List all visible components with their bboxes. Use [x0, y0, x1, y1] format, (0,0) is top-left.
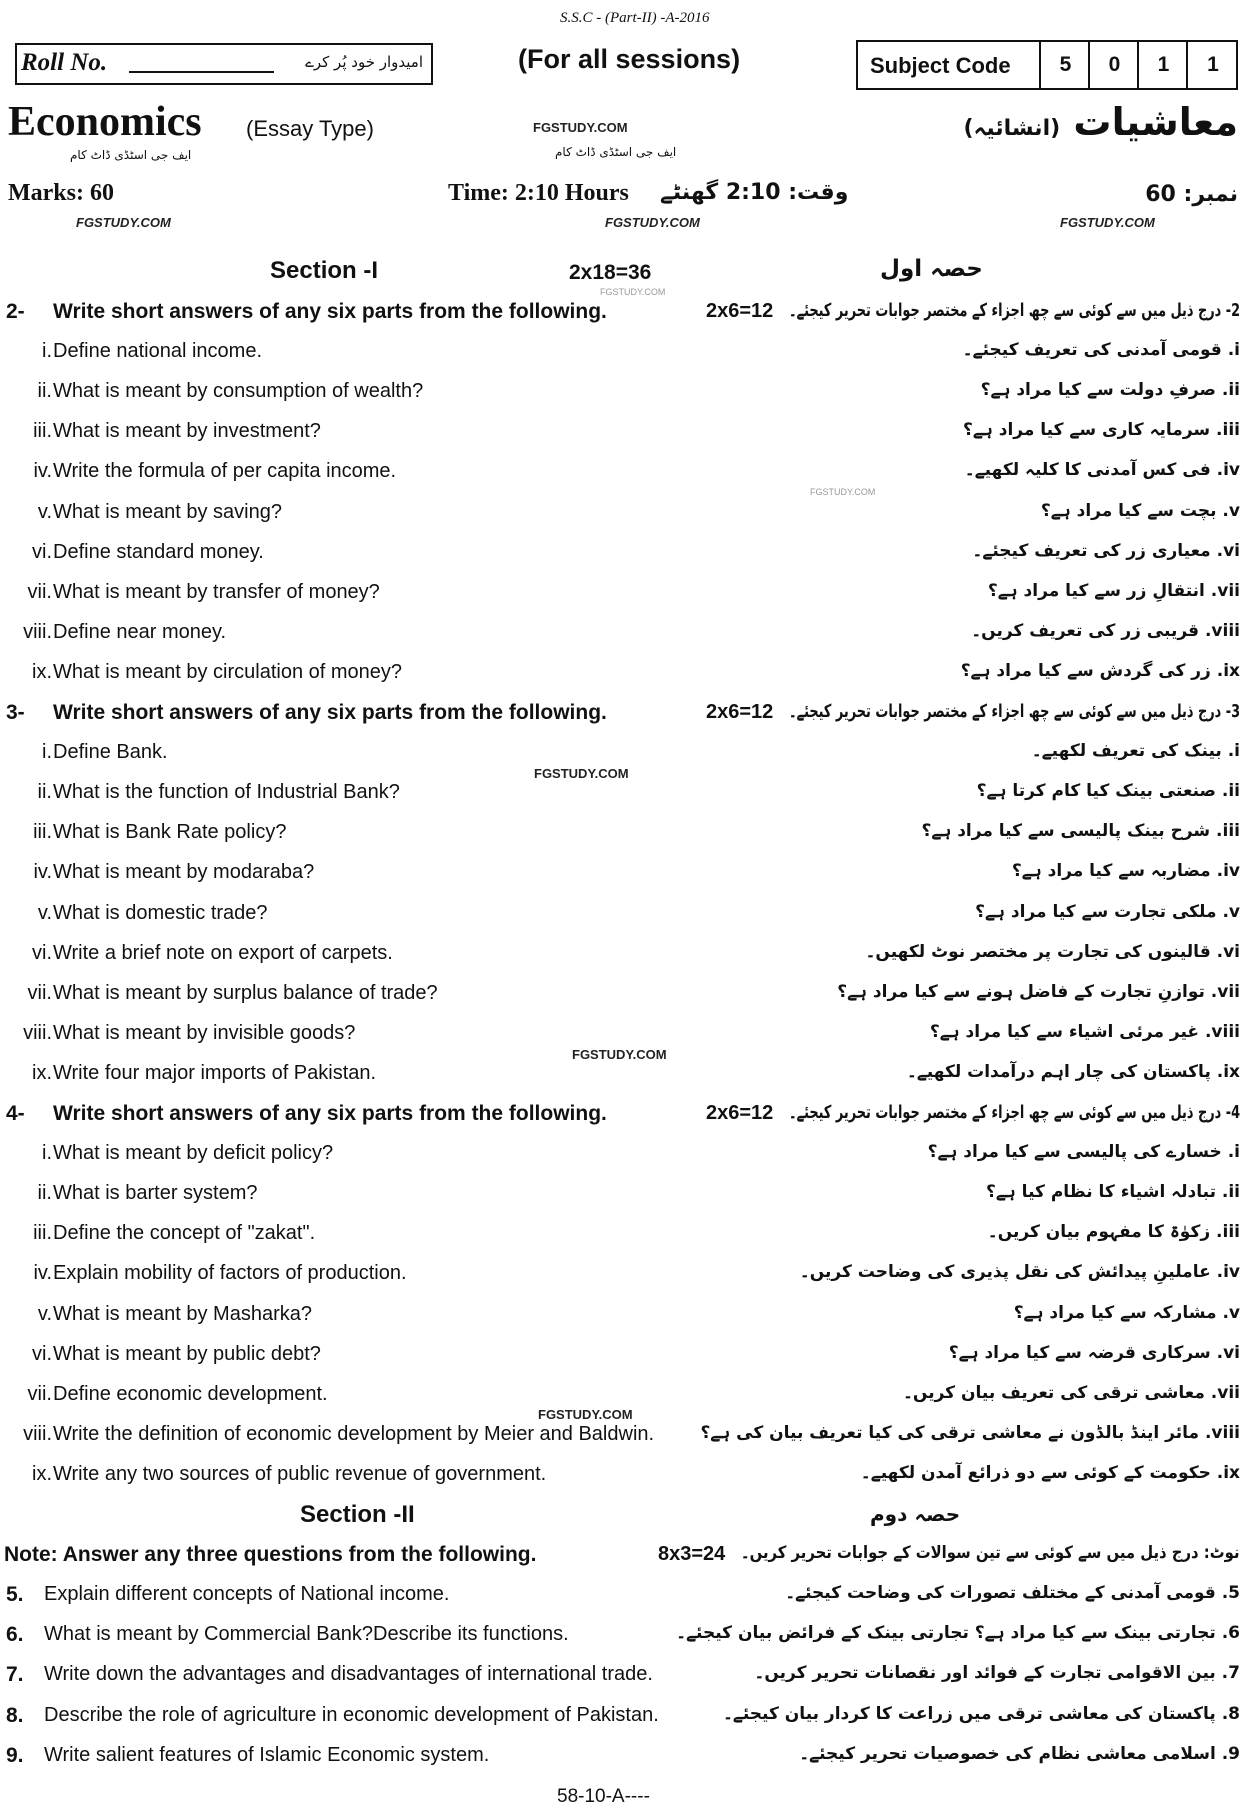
item-text-urdu: v. بچت سے کیا مراد ہے؟: [1040, 500, 1240, 521]
question-part: [0, 894, 1250, 934]
item-text: What is meant by consumption of wealth?: [53, 380, 424, 403]
item-number: ix.: [32, 1061, 52, 1084]
watermark: FGSTUDY.COM: [1060, 215, 1155, 230]
item-text: Write four major imports of Pakistan.: [53, 1061, 377, 1084]
long-question: [0, 1655, 1250, 1695]
item-text: Write salient features of Islamic Economic system.: [44, 1743, 490, 1766]
item-text: Describe the role of agriculture in economic development of Pakistan.: [44, 1703, 659, 1726]
subject-code-label: Subject Code: [870, 53, 1011, 78]
item-marks: 2x6=12: [706, 1102, 774, 1124]
item-text-urdu: iii. زکوٰۃ کا مفہوم بیان کریں۔: [987, 1222, 1240, 1243]
question-part: [0, 853, 1250, 893]
question-part: [0, 332, 1250, 372]
item-text: What is Bank Rate policy?: [53, 821, 287, 844]
item-number: vi.: [32, 941, 52, 964]
item-text: What is meant by investment?: [53, 420, 321, 443]
section-2-header: [0, 1495, 1250, 1535]
subject-code-digit: 5: [1039, 42, 1090, 88]
item-text-urdu: vii. انتقالِ زر سے کیا مراد ہے؟: [987, 580, 1240, 601]
note-text: Note: Answer any three questions from the following.: [4, 1543, 537, 1567]
roll-number-urdu: امیدوار خود پُر کرے: [305, 53, 423, 71]
watermark: FGSTUDY.COM: [572, 1047, 667, 1062]
item-text: Define the concept of "zakat".: [53, 1222, 316, 1245]
item-marks: 8x3=24: [658, 1543, 726, 1566]
item-number: 5.: [6, 1583, 24, 1607]
item-number: viii.: [23, 1021, 52, 1044]
item-text: Define national income.: [53, 340, 263, 363]
item-text: What is meant by surplus balance of trade?: [53, 981, 438, 1004]
item-text-urdu: iv. فی کس آمدنی کا کلیہ لکھیے۔: [964, 460, 1240, 481]
item-number: i.: [42, 741, 52, 764]
item-number: ix.: [32, 1462, 52, 1485]
long-question: [0, 1736, 1250, 1776]
question-part: [0, 1295, 1250, 1335]
item-number: iii.: [33, 821, 52, 844]
item-text-urdu: 4- درج ذیل میں سے کوئی سے چھ اجزاء کے مختصر جوابات تحریر کیجئے۔: [788, 1102, 1240, 1123]
item-number: vii.: [27, 1382, 52, 1405]
item-marks: 2x6=12: [706, 701, 774, 723]
section-1-title-urdu: حصہ اول: [880, 256, 983, 282]
time-allowed-urdu: وقت: 2:10 گھنٹے: [660, 180, 849, 205]
item-text-urdu: vi. قالینوں کی تجارت پر مختصر نوٹ لکھیں۔: [865, 941, 1240, 962]
subject-code-digit: 0: [1088, 42, 1139, 88]
subject-code-digit: 1: [1186, 42, 1238, 88]
item-text-urdu: iii. سرمایہ کاری سے کیا مراد ہے؟: [963, 420, 1240, 441]
item-text-urdu: viii. غیر مرئی اشیاء سے کیا مراد ہے؟: [929, 1021, 1240, 1042]
total-marks: Marks: 60: [8, 180, 114, 206]
item-text-urdu: ii. صرفِ دولت سے کیا مراد ہے؟: [980, 380, 1240, 401]
item-text: Write a brief note on export of carpets.: [53, 941, 393, 964]
item-number: 9.: [6, 1743, 24, 1767]
item-text-urdu: iv. عاملینِ پیدائش کی نقل پذیری کی وضاحت کریں۔: [799, 1262, 1240, 1283]
item-number: 4-: [6, 1102, 25, 1125]
section-1-title: Section -I: [270, 257, 379, 284]
item-text: What is meant by circulation of money?: [53, 660, 403, 683]
watermark: FGSTUDY.COM: [76, 215, 171, 230]
item-text: What is meant by invisible goods?: [53, 1021, 356, 1044]
item-number: 2-: [6, 300, 25, 323]
section-2-title: Section -II: [300, 1501, 415, 1528]
item-text: What is domestic trade?: [53, 901, 268, 924]
item-text: Explain different concepts of National income.: [44, 1583, 450, 1606]
question-part: [0, 1254, 1250, 1294]
item-text: Define near money.: [53, 620, 227, 643]
item-text-urdu: ix. پاکستان کی چار اہم درآمدات لکھیے۔: [906, 1061, 1240, 1082]
item-text-urdu: vii. معاشی ترقی کی تعریف بیان کریں۔: [902, 1382, 1240, 1403]
subject-code-digit: 1: [1137, 42, 1188, 88]
item-text-urdu: v. ملکی تجارت سے کیا مراد ہے؟: [975, 901, 1240, 922]
item-number: vi.: [32, 540, 52, 563]
watermark: FGSTUDY.COM: [810, 487, 876, 497]
item-text-urdu: v. مشارکہ سے کیا مراد ہے؟: [1013, 1302, 1240, 1323]
question-part: [0, 974, 1250, 1014]
item-number: iv.: [33, 460, 52, 483]
item-text: What is meant by public debt?: [53, 1342, 321, 1365]
item-number: v.: [37, 1302, 52, 1325]
item-number: viii.: [23, 1422, 52, 1445]
item-text-urdu: 3- درج ذیل میں سے کوئی سے چھ اجزاء کے مختصر جوابات تحریر کیجئے۔: [788, 701, 1240, 722]
section-2-note: [0, 1535, 1250, 1575]
item-text-urdu: 5. قومی آمدنی کے مختلف تصورات کی وضاحت کیجئے۔: [785, 1583, 1240, 1604]
long-question: [0, 1615, 1250, 1655]
item-text-urdu: vi. معیاری زر کی تعریف کیجئے۔: [972, 540, 1240, 561]
item-text: What is meant by modaraba?: [53, 861, 315, 884]
question-part: [0, 573, 1250, 613]
question-part: [0, 533, 1250, 573]
question-part: [0, 1455, 1250, 1495]
question-part: [0, 1174, 1250, 1214]
item-text: Write down the advantages and disadvantages of international trade.: [44, 1663, 653, 1686]
item-text-urdu: i. بینک کی تعریف لکھیے۔: [1031, 741, 1240, 762]
question-header: [0, 1094, 1250, 1134]
question-header: [0, 693, 1250, 733]
item-text-urdu: 9. اسلامی معاشی نظام کی خصوصیات تحریر کیجئے۔: [799, 1743, 1240, 1764]
item-text-urdu: ii. صنعتی بینک کیا کام کرتا ہے؟: [976, 781, 1240, 802]
item-text: What is meant by transfer of money?: [53, 580, 380, 603]
item-text: What is meant by deficit policy?: [53, 1142, 334, 1165]
subject-title: Economics: [8, 99, 202, 145]
item-text-urdu: 2- درج ذیل میں سے کوئی سے چھ اجزاء کے مختصر جوابات تحریر کیجئے۔: [788, 300, 1240, 321]
item-number: ii.: [37, 1182, 52, 1205]
time-allowed: Time: 2:10 Hours: [448, 180, 629, 206]
item-number: 3-: [6, 701, 25, 724]
question-part: [0, 653, 1250, 693]
item-number: iv.: [33, 861, 52, 884]
item-text: Write the formula of per capita income.: [53, 460, 397, 483]
roll-number-line: [129, 71, 274, 73]
item-text-urdu: نوٹ: درج ذیل میں سے کوئی سے تین سوالات کے جوابات تحریر کریں۔: [741, 1543, 1240, 1564]
watermark: FGSTUDY.COM: [533, 120, 628, 135]
item-text: What is the function of Industrial Bank?: [53, 781, 400, 804]
item-text-urdu: viii. مائر اینڈ بالڈون نے معاشی ترقی کی کیا تعریف بیان کی ہے؟: [700, 1422, 1240, 1443]
item-text-urdu: 7. بین الاقوامی تجارت کے فوائد اور نقصانات تحریر کریں۔: [754, 1663, 1240, 1684]
item-text-urdu: i. قومی آمدنی کی تعریف کیجئے۔: [962, 340, 1240, 361]
item-number: v.: [37, 500, 52, 523]
item-text-urdu: iv. مضاربہ سے کیا مراد ہے؟: [1011, 861, 1240, 882]
long-question: [0, 1575, 1250, 1615]
item-text: What is meant by saving?: [53, 500, 282, 523]
question-header: [0, 292, 1250, 332]
item-number: vii.: [27, 580, 52, 603]
item-text-urdu: iii. شرح بینک پالیسی سے کیا مراد ہے؟: [921, 821, 1240, 842]
item-number: v.: [37, 901, 52, 924]
question-part: [0, 372, 1250, 412]
watermark: FGSTUDY.COM: [605, 215, 700, 230]
watermark: FGSTUDY.COM: [534, 766, 629, 781]
item-text: Write short answers of any six parts from the following.: [53, 300, 607, 323]
item-text: What is meant by Commercial Bank?Describe its functions.: [44, 1623, 569, 1646]
long-question: [0, 1696, 1250, 1736]
item-number: ix.: [32, 660, 52, 683]
subject-code-box: [856, 40, 1238, 90]
watermark: FGSTUDY.COM: [538, 1407, 633, 1422]
item-number: i.: [42, 340, 52, 363]
question-part: [0, 412, 1250, 452]
item-number: vii.: [27, 981, 52, 1004]
item-text: Define standard money.: [53, 540, 264, 563]
item-number: iii.: [33, 1222, 52, 1245]
question-part: [0, 1335, 1250, 1375]
item-number: vi.: [32, 1342, 52, 1365]
item-number: 8.: [6, 1703, 24, 1727]
item-text-urdu: i. خسارے کی پالیسی سے کیا مراد ہے؟: [927, 1142, 1240, 1163]
paper-code: 58-10-A----: [557, 1786, 650, 1807]
section-2-title-urdu: حصہ دوم: [870, 1502, 961, 1526]
watermark-urdu: ایف جی اسٹڈی ڈاٹ کام: [555, 145, 677, 159]
item-text-urdu: viii. قریبی زر کی تعریف کریں۔: [971, 620, 1240, 641]
item-number: viii.: [23, 620, 52, 643]
item-text-urdu: ix. زر کی گردش سے کیا مراد ہے؟: [960, 660, 1240, 681]
item-number: iii.: [33, 420, 52, 443]
item-number: ii.: [37, 380, 52, 403]
question-part: [0, 1134, 1250, 1174]
subject-type: (Essay Type): [246, 116, 374, 141]
item-number: i.: [42, 1142, 52, 1165]
question-part: [0, 1214, 1250, 1254]
question-part: [0, 613, 1250, 653]
item-text-urdu: ix. حکومت کے کوئی سے دو ذرائع آمدن لکھیے۔: [860, 1462, 1240, 1483]
roll-number-label: Roll No.: [21, 49, 108, 76]
item-text: Write short answers of any six parts from the following.: [53, 1102, 607, 1125]
question-part: [0, 934, 1250, 974]
item-text: Write the definition of economic development by Meier and Baldwin.: [53, 1422, 655, 1445]
item-number: iv.: [33, 1262, 52, 1285]
question-part: [0, 813, 1250, 853]
item-text: Define economic development.: [53, 1382, 328, 1405]
item-text: Define Bank.: [53, 741, 168, 764]
question-part: [0, 493, 1250, 533]
total-marks-urdu: نمبر: 60: [1145, 182, 1238, 207]
item-number: 7.: [6, 1663, 24, 1687]
item-text-urdu: vi. سرکاری قرضہ سے کیا مراد ہے؟: [948, 1342, 1240, 1363]
item-text: Write short answers of any six parts from the following.: [53, 701, 607, 724]
item-text: Write any two sources of public revenue of government.: [53, 1462, 547, 1485]
item-marks: 2x6=12: [706, 300, 774, 322]
watermark: FGSTUDY.COM: [600, 287, 666, 297]
item-text-urdu: ii. تبادلہ اشیاء کا نظام کیا ہے؟: [985, 1182, 1240, 1203]
item-number: 6.: [6, 1623, 24, 1647]
item-text-urdu: 6. تجارتی بینک سے کیا مراد ہے؟ تجارتی بینک کے فرائض بیان کیجئے۔: [676, 1623, 1240, 1644]
item-text-urdu: vii. توازنِ تجارت کے فاضل ہونے سے کیا مراد ہے؟: [837, 981, 1240, 1002]
item-text: Explain mobility of factors of production.: [53, 1262, 407, 1285]
question-part: [0, 452, 1250, 492]
item-text: What is meant by Masharka?: [53, 1302, 312, 1325]
section-1-marks: 2x18=36: [569, 261, 652, 284]
item-text-urdu: 8. پاکستان کی معاشی ترقی میں زراعت کا کردار بیان کیجئے۔: [722, 1703, 1240, 1724]
item-text: What is barter system?: [53, 1182, 258, 1205]
sessions-label: (For all sessions): [518, 44, 741, 74]
roll-number-box[interactable]: [15, 43, 433, 85]
watermark-urdu: ایف جی اسٹڈی ڈاٹ کام: [70, 148, 192, 162]
subject-title-urdu: معاشیات (انشائیہ): [963, 100, 1238, 144]
item-number: ii.: [37, 781, 52, 804]
exam-title: S.S.C - (Part-II) -A-2016: [560, 10, 710, 26]
